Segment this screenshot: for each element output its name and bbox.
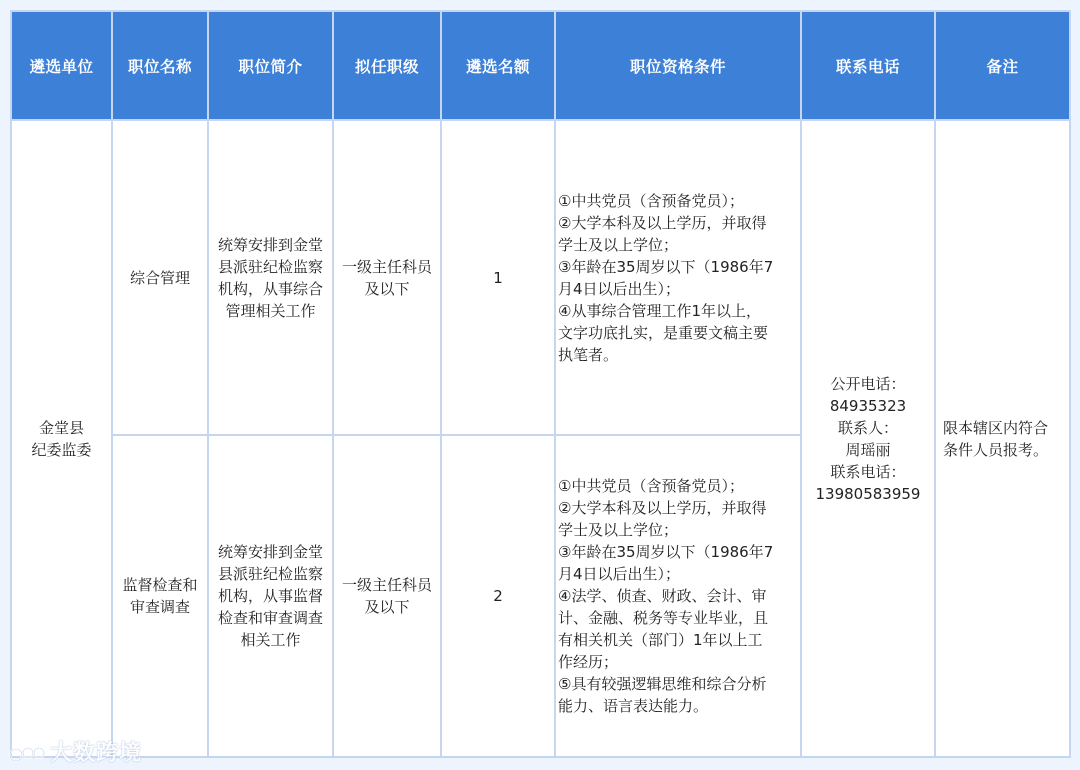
watermark [8,736,142,767]
position-name-line: 综合管理 [129,268,190,287]
requirements-cell [555,435,801,757]
intro-line: 县派驻纪检监察 [217,565,323,583]
intro-line: 管理相关工作 [225,301,316,320]
requirement-line: 学士及以上学位； [558,521,679,539]
header-unit: 遴选单位 [11,11,112,120]
requirement-line: ④法学、侦查、财政、会计、审 [558,587,767,605]
position-name-line: 监督检查和 [122,576,198,594]
contact-line: 84935323 [829,396,907,415]
requirements-cell [555,120,801,435]
header-requirements: 职位资格条件 [555,11,801,120]
quota-cell: 1 [441,120,555,435]
requirement-line: 计、金融、税务等专业毕业，且 [558,609,769,627]
requirement-line: 能力、语言表达能力。 [558,697,709,715]
requirement-line: 学士及以上学位； [558,235,679,254]
note-line: 条件人员报考。 [943,440,1049,459]
watermark-logo-icon [8,743,48,765]
unit-line: 金堂县 [38,418,84,437]
header-quota: 遴选名额 [441,11,555,120]
position-name-line: 审查调查 [129,598,190,616]
contact-line: 13980583959 [815,484,921,503]
intro-line: 统筹安排到金堂 [217,543,323,561]
requirement-line: ④从事综合管理工作1年以上， [558,301,761,320]
requirement-line: ③年龄在35周岁以下（1986年7 [558,543,774,561]
requirement-line: ②大学本科及以上学历，并取得 [558,499,767,517]
contact-line: 联系人： [837,418,898,437]
quota-cell: 2 [441,435,555,757]
requirement-line: ①中共党员（含预备党员）； [558,191,744,210]
recruitment-table [10,10,1071,758]
requirement-line: ①中共党员（含预备党员）； [558,477,744,495]
rank-line: 一级主任科员 [341,576,432,594]
requirement-line: 作经历； [558,653,619,671]
position-name-cell [112,120,208,435]
rank-line: 及以下 [364,279,410,298]
requirement-line: ⑤具有较强逻辑思维和综合分析 [558,675,767,693]
header-contact: 联系电话 [801,11,935,120]
header-row [11,11,1070,120]
intro-line: 统筹安排到金堂 [217,235,323,254]
requirement-line: 执笔者。 [558,345,619,364]
rank-line: 及以下 [364,598,410,616]
contact-line: 周瑶丽 [845,440,891,459]
header-note: 备注 [935,11,1070,120]
intro-line: 县派驻纪检监察 [217,257,323,276]
header-rank: 拟任职级 [333,11,441,120]
requirement-line: ②大学本科及以上学历，并取得 [558,213,767,232]
intro-line: 相关工作 [240,631,301,649]
unit-cell [11,120,112,757]
contact-cell [801,120,935,757]
rank-line: 一级主任科员 [341,257,432,276]
requirement-line: 月4日以后出生）； [558,565,681,583]
requirement-line: 月4日以后出生）； [558,279,681,298]
unit-line: 纪委监委 [31,440,92,459]
intro-line: 机构，从事监督 [217,587,323,605]
rank-cell [333,435,441,757]
note-line: 限本辖区内符合 [943,418,1049,437]
header-position-name: 职位名称 [112,11,208,120]
requirement-line: 文字功底扎实，是重要文稿主要 [558,323,769,342]
intro-line: 检查和审查调查 [217,609,323,627]
table-row [11,120,1070,435]
requirement-line: ③年龄在35周岁以下（1986年7 [558,257,774,276]
position-name-cell [112,435,208,757]
contact-line: 公开电话： [830,374,906,393]
position-intro-cell [208,120,333,435]
position-intro-cell [208,435,333,757]
intro-line: 机构，从事综合 [217,279,323,298]
header-position-intro: 职位简介 [208,11,333,120]
watermark-text: 大数跨境 [50,741,143,766]
requirement-line: 有相关机关（部门）1年以上工 [558,631,763,649]
rank-cell [333,120,441,435]
note-cell [935,120,1070,757]
contact-line: 联系电话： [830,462,906,481]
